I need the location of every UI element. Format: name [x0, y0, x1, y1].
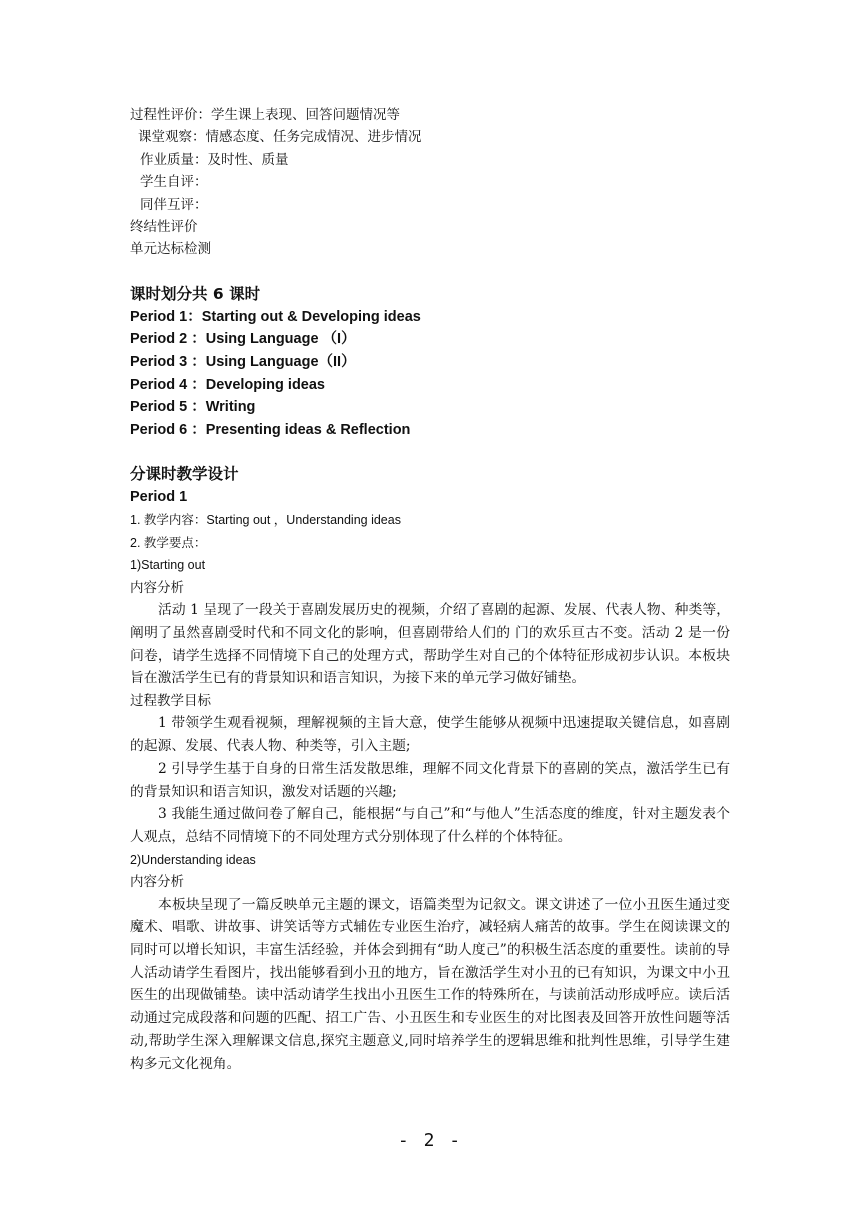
periods-heading: 课时划分共 6 课时 [130, 284, 261, 303]
process-evaluation: 过程性评价：学生课上表现、回答问题情况等 [130, 107, 400, 123]
period-item: Period 3 ：Using Language（II） [130, 354, 356, 371]
section-title-starting-out: 1)Starting out [130, 558, 206, 573]
self-evaluation: 学生自评： [140, 174, 208, 191]
period-item: Period 1：Starting out & Developing ideas [130, 308, 421, 325]
page-number: - 2 - [397, 1130, 463, 1151]
content-analysis-label: 内容分析 [130, 874, 184, 891]
teaching-goals-label: 过程教学目标 [130, 693, 211, 709]
section-title-understanding-ideas: 2)Understanding ideas [130, 852, 256, 867]
teaching-goal-item: 1 带领学生观看视频，理解视频的主旨大意，使学生能够从视频中迅速提取关键信息，如喜剧的起源、发展、代表人物、种类等，引入主题; [130, 715, 730, 755]
summative-evaluation: 终结性评价 [130, 219, 198, 236]
page-content [130, 104, 730, 1075]
period-item: Period 5 ：Writing [130, 399, 256, 416]
period-item: Period 6 ：Presenting ideas & Reflection [130, 421, 411, 438]
period-item: Period 2 ：Using Language （I） [130, 331, 356, 348]
teaching-key-points: 2. 教学要点： [130, 535, 207, 550]
content-analysis-paragraph: 活动 1 呈现了一段关于喜剧发展历史的视频，介绍了喜剧的起源、发展、代表人物、种类等，阐明了虽然喜剧受时代和不同文化的影响，但喜剧带给人们的 门的欢乐亘古不变。活动 2 是一份问卷，请学生选择不同情境下自己的处理方式，帮助学生对自己的个体特征形成初步认识。本板块旨在激活学生已有的背景知识和语言知识，为接下来的单元学习做好铺垫。 [130, 602, 730, 687]
peer-evaluation: 同伴互评： [140, 196, 208, 213]
teaching-goal-item: 2 引导学生基于自身的日常生活发散思维，理解不同文化背景下的喜剧的笑点，激活学生已有的背景知识和语言知识，激发对话题的兴趣; [130, 760, 730, 800]
unit-test: 单元达标检测 [130, 241, 211, 258]
period-title: Period 1 [130, 489, 188, 506]
homework-quality: 作业质量：及时性、质量 [140, 151, 289, 168]
content-analysis-label: 内容分析 [130, 579, 184, 596]
teaching-goal-item: 3 我能生通过做问卷了解自己，能根据“与自己”和“与他人”生活态度的维度，针对主题发表个人观点，总结不同情境下的不同处理方式分别体现了什么样的个体特征。 [130, 806, 730, 845]
class-observation: 课堂观察：情感态度、任务完成情况、进步情况 [138, 129, 422, 146]
period-item: Period 4 ：Developing ideas [130, 376, 325, 393]
content-analysis-paragraph: 本板块呈现了一篇反映单元主题的课文，语篇类型为记叙文。课文讲述了一位小丑医生通过变魔术、唱歌、讲故事、讲笑话等方式辅佐专业医生治疗，减轻病人痛苦的故事。学生在阅读课文的同时可以增长知识，丰富生活经验，并体会到拥有“助人度己”的积极生活态度的重要性。读前的导人活动请学生看图片，找出能够看到小丑的地方，旨在激活学生对小丑的已有知识，为课文中小丑医生的出现做铺垫。读中活动请学生找出小丑医生工作的特殊所在，与读前活动形成呼应。读后活动通过完成段落和问题的匹配、招工广告、小丑医生和专业医生的对比图表及回答开放性问题等活动,帮助学生深入理解课文信息,探究主题意义,同时培养学生的逻辑思维和批判性思维，引导学生建构多元文化视角。 [130, 896, 730, 1072]
teaching-content: 1. 教学内容：Starting out ，Understanding ideas [130, 513, 401, 527]
design-heading: 分课时教学设计 [130, 465, 239, 484]
